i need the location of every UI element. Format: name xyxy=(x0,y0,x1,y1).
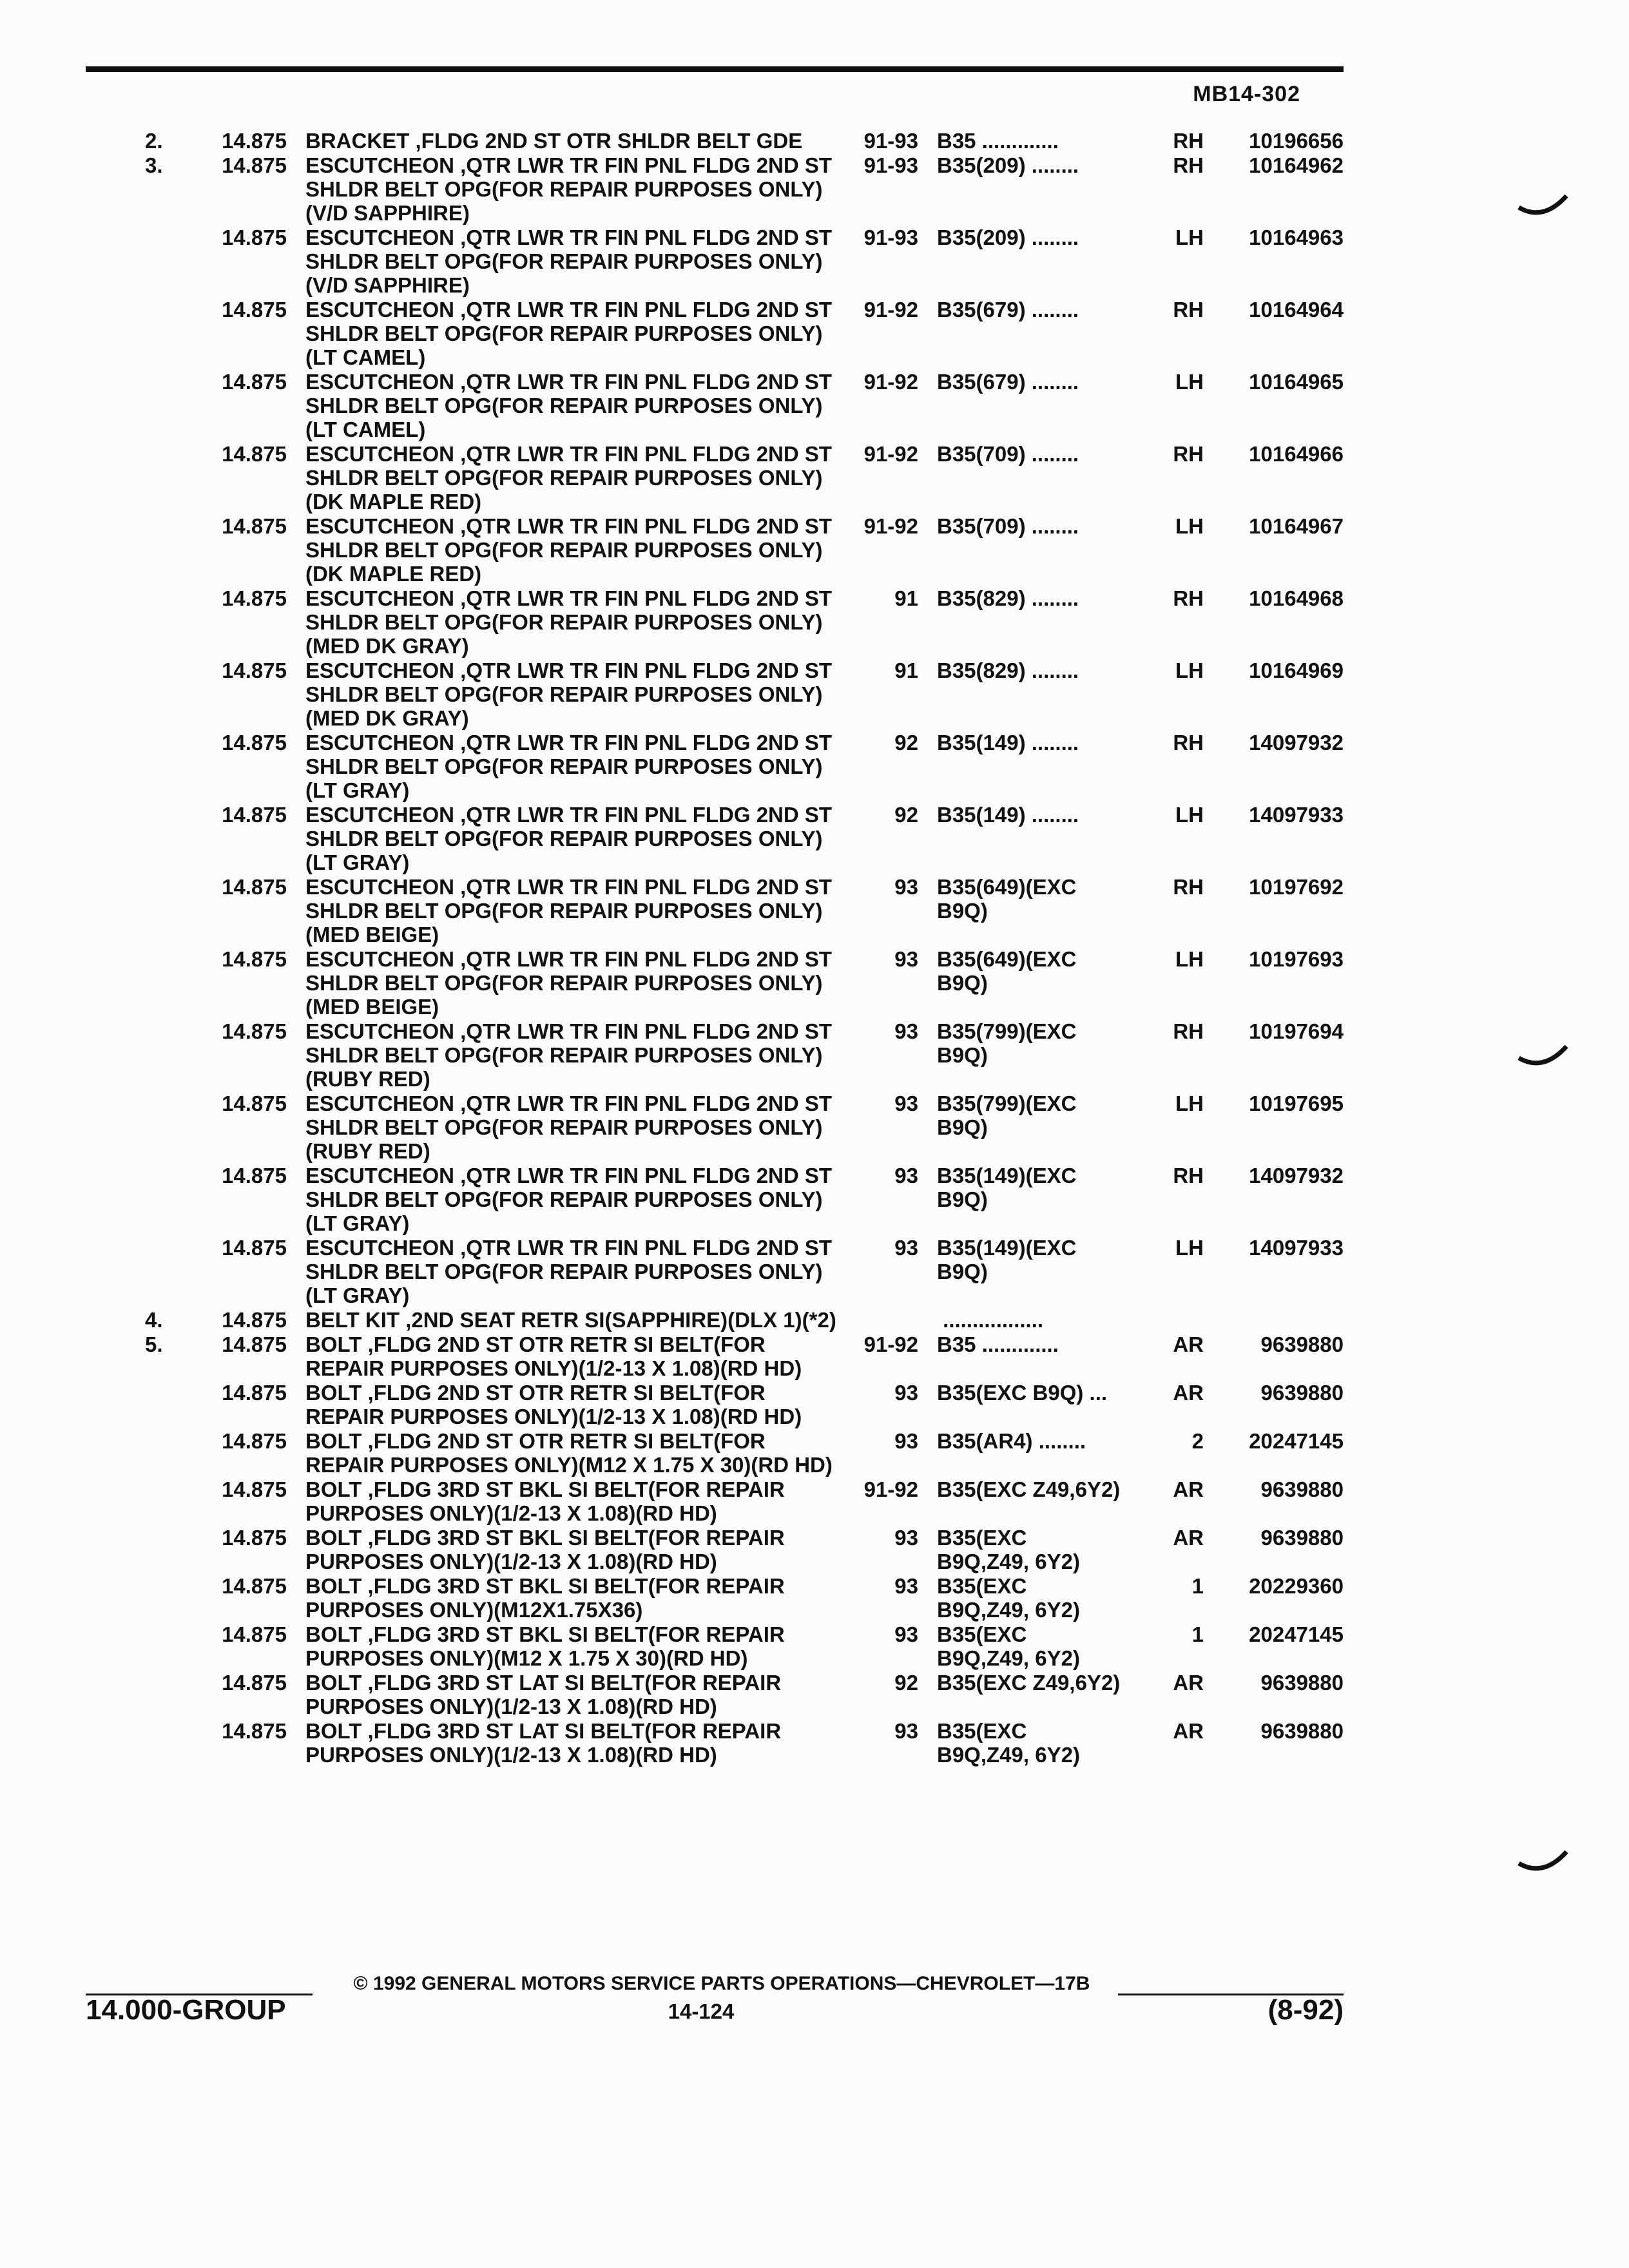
row-year: 92 xyxy=(894,803,918,827)
row-year: 93 xyxy=(894,1574,918,1598)
row-part-number: 14097932 xyxy=(1249,731,1344,754)
row-model: B35(EXC B9Q,Z49, 6Y2) xyxy=(937,1574,1080,1622)
row-year: 91-92 xyxy=(863,514,918,538)
row-group: 14.875 xyxy=(222,1526,287,1550)
row-year: 91-93 xyxy=(863,226,918,249)
table-row xyxy=(0,586,1629,658)
row-group: 14.875 xyxy=(222,226,287,249)
row-quantity: LH xyxy=(1175,226,1204,249)
row-quantity: LH xyxy=(1175,803,1204,827)
footer-group-label: 14.000-GROUP xyxy=(86,1994,286,2026)
row-model: ................. xyxy=(937,1308,1044,1332)
row-model: B35(EXC Z49,6Y2) xyxy=(937,1477,1121,1501)
row-model: B35(799)(EXC B9Q) xyxy=(937,1091,1083,1139)
table-row xyxy=(0,1574,1629,1622)
row-year: 91-92 xyxy=(863,1332,918,1356)
row-year: 91-92 xyxy=(863,1477,918,1501)
row-description: ESCUTCHEON ,QTR LWR TR FIN PNL FLDG 2ND ST SHLDR BELT OPG(FOR REPAIR PURPOSES ONLY)(LT GRAY) xyxy=(305,1236,838,1307)
row-part-number: 20247145 xyxy=(1249,1622,1344,1646)
row-quantity: RH xyxy=(1173,153,1204,177)
row-quantity: RH xyxy=(1173,442,1204,466)
row-year: 93 xyxy=(894,947,918,971)
row-year: 91-92 xyxy=(863,298,918,322)
binder-mark-top xyxy=(1518,193,1569,219)
row-part-number: 9639880 xyxy=(1260,1332,1344,1356)
row-quantity: RH xyxy=(1173,1019,1204,1043)
row-year: 93 xyxy=(894,1526,918,1550)
row-part-number: 10196656 xyxy=(1249,129,1344,153)
row-part-number: 10197693 xyxy=(1249,947,1344,971)
table-row xyxy=(0,947,1629,1019)
row-model: B35(209) ........ xyxy=(937,153,1079,177)
table-row xyxy=(0,1719,1629,1767)
row-year: 91-92 xyxy=(863,442,918,466)
row-group: 14.875 xyxy=(222,586,287,610)
row-ref: 4. xyxy=(145,1308,163,1332)
parts-catalog xyxy=(0,129,1629,1767)
row-quantity: RH xyxy=(1173,731,1204,754)
row-description: BOLT ,FLDG 3RD ST LAT SI BELT(FOR REPAIR PURPOSES ONLY)(1/2-13 X 1.08)(RD HD) xyxy=(305,1671,787,1718)
row-ref: 3. xyxy=(145,153,163,177)
table-row xyxy=(0,803,1629,875)
row-quantity: LH xyxy=(1175,947,1204,971)
row-model: B35(EXC B9Q,Z49, 6Y2) xyxy=(937,1719,1080,1767)
row-part-number: 20247145 xyxy=(1249,1429,1344,1453)
row-year: 93 xyxy=(894,1429,918,1453)
binder-mark-middle xyxy=(1518,1044,1569,1070)
row-description: BOLT ,FLDG 3RD ST BKL SI BELT(FOR REPAIR PURPOSES ONLY)(M12X1.75X36) xyxy=(305,1574,791,1622)
row-description: ESCUTCHEON ,QTR LWR TR FIN PNL FLDG 2ND ST SHLDR BELT OPG(FOR REPAIR PURPOSES ONLY)(RUBY RED) xyxy=(305,1019,838,1091)
table-row xyxy=(0,1526,1629,1574)
row-group: 14.875 xyxy=(222,370,287,394)
row-model: B35(149) ........ xyxy=(937,731,1079,754)
row-group: 14.875 xyxy=(222,1477,287,1501)
table-row xyxy=(0,1236,1629,1308)
top-rule xyxy=(86,66,1344,72)
row-part-number: 14097933 xyxy=(1249,803,1344,827)
row-description: ESCUTCHEON ,QTR LWR TR FIN PNL FLDG 2ND ST SHLDR BELT OPG(FOR REPAIR PURPOSES ONLY)(V/D SAPPHIRE) xyxy=(305,153,838,225)
row-model: B35(EXC B9Q) ... xyxy=(937,1381,1108,1405)
row-model: B35(149) ........ xyxy=(937,803,1079,827)
row-model: B35(799)(EXC B9Q) xyxy=(937,1019,1083,1067)
row-group: 14.875 xyxy=(222,1164,287,1187)
row-model: B35(709) ........ xyxy=(937,514,1079,538)
row-part-number: 10197692 xyxy=(1249,875,1344,899)
table-row xyxy=(0,875,1629,947)
table-row xyxy=(0,153,1629,226)
row-year: 93 xyxy=(894,1236,918,1260)
table-row xyxy=(0,1622,1629,1671)
table-row xyxy=(0,1671,1629,1719)
row-part-number: 10164962 xyxy=(1249,153,1344,177)
row-quantity: AR xyxy=(1173,1332,1204,1356)
row-model: B35 ............. xyxy=(937,1332,1059,1356)
row-model: B35(EXC B9Q,Z49, 6Y2) xyxy=(937,1622,1080,1670)
row-quantity: AR xyxy=(1173,1477,1204,1501)
row-quantity: 1 xyxy=(1191,1574,1204,1598)
row-year: 93 xyxy=(894,1019,918,1043)
row-year: 93 xyxy=(894,875,918,899)
row-year: 93 xyxy=(894,1091,918,1115)
table-row xyxy=(0,370,1629,442)
row-group: 14.875 xyxy=(222,1719,287,1743)
row-part-number: 9639880 xyxy=(1260,1381,1344,1405)
row-group: 14.875 xyxy=(222,1381,287,1405)
row-group: 14.875 xyxy=(222,1671,287,1695)
row-model: B35(709) ........ xyxy=(937,442,1079,466)
row-description: ESCUTCHEON ,QTR LWR TR FIN PNL FLDG 2ND ST SHLDR BELT OPG(FOR REPAIR PURPOSES ONLY)(LT CAMEL) xyxy=(305,370,838,441)
table-row xyxy=(0,1477,1629,1526)
row-group: 14.875 xyxy=(222,129,287,153)
row-description: BOLT ,FLDG 3RD ST BKL SI BELT(FOR REPAIR PURPOSES ONLY)(1/2-13 X 1.08)(RD HD) xyxy=(305,1526,791,1573)
row-part-number: 10164969 xyxy=(1249,658,1344,682)
row-description: ESCUTCHEON ,QTR LWR TR FIN PNL FLDG 2ND ST SHLDR BELT OPG(FOR REPAIR PURPOSES ONLY)(DK MAPLE RED) xyxy=(305,442,838,514)
row-part-number: 9639880 xyxy=(1260,1719,1344,1743)
table-row xyxy=(0,658,1629,731)
table-row xyxy=(0,1091,1629,1164)
row-group: 14.875 xyxy=(222,875,287,899)
table-row xyxy=(0,298,1629,370)
row-description: ESCUTCHEON ,QTR LWR TR FIN PNL FLDG 2ND ST SHLDR BELT OPG(FOR REPAIR PURPOSES ONLY)(LT GRAY) xyxy=(305,1164,838,1235)
row-part-number: 10164967 xyxy=(1249,514,1344,538)
row-group: 14.875 xyxy=(222,1429,287,1453)
row-part-number: 14097933 xyxy=(1249,1236,1344,1260)
row-description: ESCUTCHEON ,QTR LWR TR FIN PNL FLDG 2ND ST SHLDR BELT OPG(FOR REPAIR PURPOSES ONLY)(LT GRAY) xyxy=(305,731,838,802)
table-row xyxy=(0,1332,1629,1381)
row-part-number: 10197694 xyxy=(1249,1019,1344,1043)
row-description: ESCUTCHEON ,QTR LWR TR FIN PNL FLDG 2ND ST SHLDR BELT OPG(FOR REPAIR PURPOSES ONLY)(LT GRAY) xyxy=(305,803,838,874)
row-quantity: AR xyxy=(1173,1719,1204,1743)
row-group: 14.875 xyxy=(222,803,287,827)
page-code: MB14-302 xyxy=(1193,82,1300,106)
row-group: 14.875 xyxy=(222,1236,287,1260)
row-quantity: 2 xyxy=(1191,1429,1204,1453)
row-year: 93 xyxy=(894,1719,918,1743)
footer-page-number: 14-124 xyxy=(668,1999,735,2023)
row-ref: 2. xyxy=(145,129,163,153)
row-description: BOLT ,FLDG 2ND ST OTR RETR SI BELT(FOR REPAIR PURPOSES ONLY)(1/2-13 X 1.08)(RD HD) xyxy=(305,1332,802,1380)
row-part-number: 10164965 xyxy=(1249,370,1344,394)
row-ref: 5. xyxy=(145,1332,163,1356)
row-part-number: 20229360 xyxy=(1249,1574,1344,1598)
row-description: ESCUTCHEON ,QTR LWR TR FIN PNL FLDG 2ND ST SHLDR BELT OPG(FOR REPAIR PURPOSES ONLY)(MED DK GRAY) xyxy=(305,586,838,658)
row-part-number: 10164964 xyxy=(1249,298,1344,322)
row-model: B35(AR4) ........ xyxy=(937,1429,1086,1453)
row-description: BOLT ,FLDG 3RD ST BKL SI BELT(FOR REPAIR PURPOSES ONLY)(1/2-13 X 1.08)(RD HD) xyxy=(305,1477,791,1525)
footer-copyright: © 1992 GENERAL MOTORS SERVICE PARTS OPERATIONS—CHEVROLET—17B xyxy=(353,1973,1090,1994)
row-quantity: RH xyxy=(1173,1164,1204,1187)
row-quantity: RH xyxy=(1173,298,1204,322)
row-description: ESCUTCHEON ,QTR LWR TR FIN PNL FLDG 2ND ST SHLDR BELT OPG(FOR REPAIR PURPOSES ONLY)(MED BEIGE) xyxy=(305,875,838,947)
row-model: B35(649)(EXC B9Q) xyxy=(937,947,1083,995)
row-year: 91-92 xyxy=(863,370,918,394)
table-row xyxy=(0,442,1629,514)
row-group: 14.875 xyxy=(222,1019,287,1043)
row-group: 14.875 xyxy=(222,1332,287,1356)
row-description: ESCUTCHEON ,QTR LWR TR FIN PNL FLDG 2ND ST SHLDR BELT OPG(FOR REPAIR PURPOSES ONLY)(MED BEIGE) xyxy=(305,947,838,1019)
row-quantity: RH xyxy=(1173,129,1204,153)
row-group: 14.875 xyxy=(222,298,287,322)
table-row xyxy=(0,514,1629,586)
row-model: B35(649)(EXC B9Q) xyxy=(937,875,1083,923)
row-part-number: 14097932 xyxy=(1249,1164,1344,1187)
row-group: 14.875 xyxy=(222,1622,287,1646)
row-quantity: LH xyxy=(1175,1236,1204,1260)
row-part-number: 9639880 xyxy=(1260,1526,1344,1550)
row-quantity: AR xyxy=(1173,1526,1204,1550)
row-model: B35 ............. xyxy=(937,129,1059,153)
row-model: B35(EXC Z49,6Y2) xyxy=(937,1671,1121,1695)
row-model: B35(829) ........ xyxy=(937,586,1079,610)
table-row xyxy=(0,1164,1629,1236)
row-part-number: 10164966 xyxy=(1249,442,1344,466)
binder-mark-bottom xyxy=(1518,1849,1569,1875)
row-model: B35(829) ........ xyxy=(937,658,1079,682)
row-quantity: AR xyxy=(1173,1381,1204,1405)
row-year: 93 xyxy=(894,1622,918,1646)
row-year: 92 xyxy=(894,1671,918,1695)
row-description: BOLT ,FLDG 2ND ST OTR RETR SI BELT(FOR REPAIR PURPOSES ONLY)(1/2-13 X 1.08)(RD HD) xyxy=(305,1381,802,1428)
row-quantity: LH xyxy=(1175,658,1204,682)
row-quantity: LH xyxy=(1175,370,1204,394)
row-year: 91-93 xyxy=(863,129,918,153)
table-row xyxy=(0,226,1629,298)
row-group: 14.875 xyxy=(222,514,287,538)
row-model: B35(679) ........ xyxy=(937,370,1079,394)
footer-revision: (8-92) xyxy=(1268,1994,1344,2026)
row-year: 91-93 xyxy=(863,153,918,177)
row-description: BOLT ,FLDG 2ND ST OTR RETR SI BELT(FOR REPAIR PURPOSES ONLY)(M12 X 1.75 X 30)(RD HD) xyxy=(305,1429,833,1477)
row-year: 93 xyxy=(894,1381,918,1405)
row-year: 92 xyxy=(894,731,918,754)
row-group: 14.875 xyxy=(222,1308,287,1332)
row-year: 91 xyxy=(894,586,918,610)
row-part-number: 9639880 xyxy=(1260,1671,1344,1695)
table-row xyxy=(0,1381,1629,1429)
row-quantity: RH xyxy=(1173,875,1204,899)
row-group: 14.875 xyxy=(222,1091,287,1115)
row-part-number: 10197695 xyxy=(1249,1091,1344,1115)
row-part-number: 9639880 xyxy=(1260,1477,1344,1501)
table-row xyxy=(0,129,1629,153)
row-year: 91 xyxy=(894,658,918,682)
row-part-number: 10164963 xyxy=(1249,226,1344,249)
row-description: BRACKET ,FLDG 2ND ST OTR SHLDR BELT GDE xyxy=(305,129,803,153)
row-description: BELT KIT ,2ND SEAT RETR SI(SAPPHIRE)(DLX 1)(*2) xyxy=(305,1308,836,1332)
row-description: BOLT ,FLDG 3RD ST LAT SI BELT(FOR REPAIR PURPOSES ONLY)(1/2-13 X 1.08)(RD HD) xyxy=(305,1719,787,1767)
row-quantity: AR xyxy=(1173,1671,1204,1695)
row-model: B35(679) ........ xyxy=(937,298,1079,322)
table-row xyxy=(0,1308,1629,1332)
row-model: B35(EXC B9Q,Z49, 6Y2) xyxy=(937,1526,1080,1573)
row-group: 14.875 xyxy=(222,731,287,754)
row-group: 14.875 xyxy=(222,658,287,682)
table-row xyxy=(0,731,1629,803)
row-quantity: LH xyxy=(1175,514,1204,538)
table-row xyxy=(0,1429,1629,1477)
row-description: ESCUTCHEON ,QTR LWR TR FIN PNL FLDG 2ND ST SHLDR BELT OPG(FOR REPAIR PURPOSES ONLY)(V/D SAPPHIRE) xyxy=(305,226,838,297)
row-model: B35(209) ........ xyxy=(937,226,1079,249)
row-description: ESCUTCHEON ,QTR LWR TR FIN PNL FLDG 2ND ST SHLDR BELT OPG(FOR REPAIR PURPOSES ONLY)(RUBY RED) xyxy=(305,1091,838,1163)
row-quantity: 1 xyxy=(1191,1622,1204,1646)
row-description: ESCUTCHEON ,QTR LWR TR FIN PNL FLDG 2ND ST SHLDR BELT OPG(FOR REPAIR PURPOSES ONLY)(MED DK GRAY) xyxy=(305,658,838,730)
table-row xyxy=(0,1019,1629,1091)
row-group: 14.875 xyxy=(222,153,287,177)
row-quantity: RH xyxy=(1173,586,1204,610)
row-group: 14.875 xyxy=(222,947,287,971)
row-group: 14.875 xyxy=(222,1574,287,1598)
row-year: 93 xyxy=(894,1164,918,1187)
row-quantity: LH xyxy=(1175,1091,1204,1115)
row-part-number: 10164968 xyxy=(1249,586,1344,610)
row-description: BOLT ,FLDG 3RD ST BKL SI BELT(FOR REPAIR PURPOSES ONLY)(M12 X 1.75 X 30)(RD HD) xyxy=(305,1622,791,1670)
row-model: B35(149)(EXC B9Q) xyxy=(937,1236,1083,1283)
row-description: ESCUTCHEON ,QTR LWR TR FIN PNL FLDG 2ND ST SHLDR BELT OPG(FOR REPAIR PURPOSES ONLY)(LT CAMEL) xyxy=(305,298,838,369)
row-description: ESCUTCHEON ,QTR LWR TR FIN PNL FLDG 2ND ST SHLDR BELT OPG(FOR REPAIR PURPOSES ONLY)(DK MAPLE RED) xyxy=(305,514,838,586)
row-model: B35(149)(EXC B9Q) xyxy=(937,1164,1083,1211)
row-group: 14.875 xyxy=(222,442,287,466)
